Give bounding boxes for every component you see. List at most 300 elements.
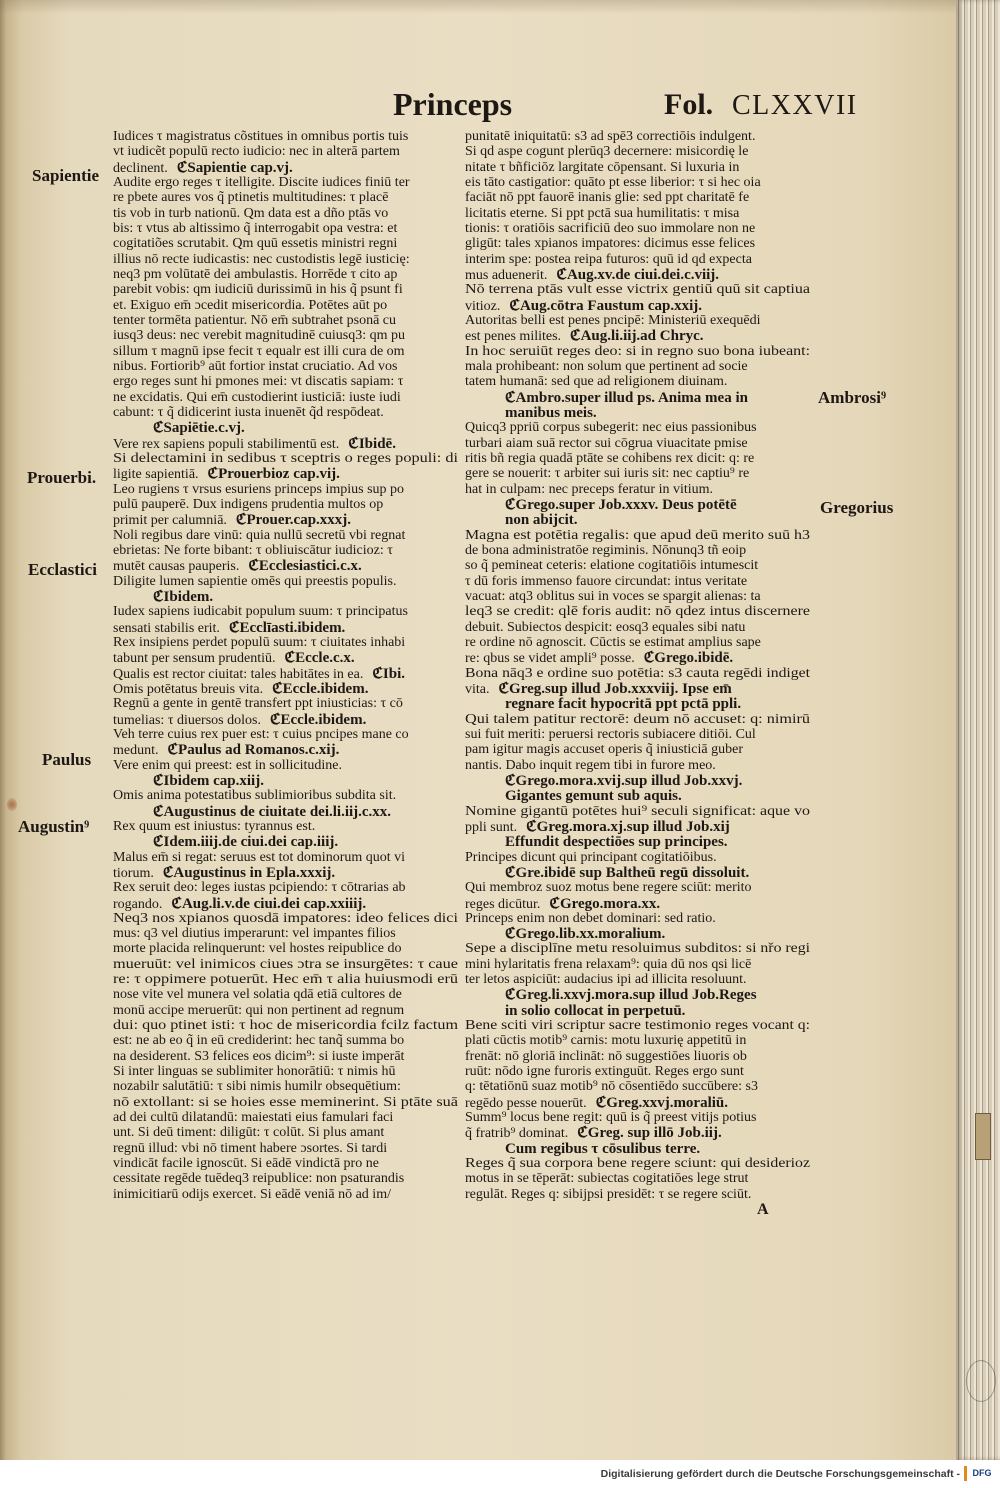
line-content (113, 374, 403, 390)
line-content (465, 1079, 758, 1095)
line-content (465, 420, 757, 436)
rubric-citation: Gigantes gemunt sub aquis. (505, 788, 682, 805)
line-text: In hoc seruiūt reges deo: si in regno suo bona iubeant: (465, 343, 811, 359)
text-line (465, 344, 810, 360)
line-text: cessitate regēde tuēdeq3 reipublice: non psaturandis (113, 1171, 405, 1187)
text-line (465, 1110, 810, 1126)
line-text: ppli sunt. (465, 819, 518, 835)
text-line (113, 328, 458, 344)
text-line (113, 1018, 458, 1034)
text-line (465, 850, 810, 866)
line-content (113, 758, 342, 774)
page-edge-tab (975, 1113, 991, 1160)
line-text: re ordine nō agnoscit. Cūctis se estimat amplius sape (465, 634, 761, 650)
line-content (113, 482, 404, 498)
line-text: Autoritas belli est penes pncipē: Ministeriū exequēdi (465, 312, 761, 328)
line-text: Bona nāq3 e ordine suo potētia: s3 cauta regēdi indiget (465, 665, 810, 681)
line-text: turbari aiam suā rector sui cōgrua viuacitate pmise (465, 435, 748, 451)
text-line (465, 758, 810, 774)
line-content (465, 604, 810, 620)
rubric-heading-line (465, 987, 810, 1003)
line-text: Audite ergo reges τ itelligite. Discite iudices finiū ter (113, 174, 410, 190)
line-text: est penes milites. (465, 329, 562, 345)
line-text: morte placida relinquerunt: vel hostes reipublice do (113, 941, 402, 957)
text-line (465, 221, 810, 237)
line-text: Iudex sapiens iudicabit populum suum: τ principatus (113, 604, 408, 620)
line-text: gligūt: tales xpianos impatores: dicimus esse felices (465, 236, 756, 252)
text-line (465, 190, 810, 206)
text-line (465, 727, 810, 743)
line-text: illius nō recte iudicastis: nec custodistis legē iusticię: (113, 251, 410, 267)
line-content (465, 620, 745, 636)
line-content (465, 528, 810, 544)
rubric-heading-line (113, 804, 458, 820)
text-line (465, 359, 810, 375)
binding-ring (966, 1360, 996, 1402)
line-content (465, 850, 717, 866)
running-title: Princeps (393, 86, 513, 122)
line-content (465, 1049, 747, 1065)
rubric-citation: ℭGreg.mora.xj.sup illud Job.xij (526, 818, 730, 835)
margin-note-augustinus: Augustin⁹ (18, 817, 90, 836)
text-line (465, 267, 810, 283)
margin-note-prouerbi: Prouerbi. (27, 468, 97, 487)
rubric-heading-line (465, 390, 810, 406)
line-text: cogitatiões scrutabit. Qm quū essetis ministri regni (113, 236, 398, 252)
line-text: debuit. Subiectos despicit: eosq3 equales sibi natu (465, 619, 746, 635)
rubric-citation: ℭSapiētie.c.vj. (153, 420, 245, 437)
line-content (465, 451, 754, 467)
line-text: parebit vobis: qm iudiciū durissimū in his q̃ psunt fi (113, 282, 403, 298)
margin-note-sapientie: Sapientie (32, 166, 100, 185)
line-text: Summ⁹ locus bene regit: quū is q̃ preest vitijs potius (465, 1110, 757, 1126)
line-text: iusq3 deus: nec verebit magnitudinē cuiusq3: qm pu (113, 328, 406, 344)
line-content (465, 574, 747, 590)
line-content (113, 252, 410, 268)
line-text: vacuat: atq3 oblitus sui in voces se spargit alienas: ta (465, 588, 761, 604)
text-line (113, 712, 458, 728)
rubric-citation: Effundit despectiōes sup principes. (505, 834, 728, 851)
line-content (465, 712, 810, 728)
line-text: Vere rex sapiens populi stabilimentū est. (113, 436, 340, 452)
rubric-citation: ℭGre.ibidē sup Baltheū regū dissoluit. (505, 864, 750, 881)
text-line (113, 1171, 458, 1187)
line-text: ligite sapientiā. (113, 467, 199, 483)
text-line (113, 528, 458, 544)
margin-note-ecclastici: Ecclastici (28, 560, 97, 579)
line-text: vita. (465, 681, 490, 697)
rubric-heading-line (465, 865, 810, 881)
rubric-heading-line (465, 834, 810, 850)
text-line (113, 1049, 458, 1065)
line-content (113, 405, 384, 421)
text-line (113, 1125, 458, 1141)
line-text: Diligite lumen sapientie omēs qui preestis populis. (113, 573, 397, 589)
line-text: leq3 se credit: qlē foris audit: nō qdez intus discernere (465, 604, 810, 620)
text-line (113, 206, 458, 222)
text-line (113, 497, 458, 513)
line-text: Rex seruit deo: leges iustas pcipiendo: τ cōtrarias ab (113, 880, 406, 896)
text-line (113, 543, 458, 559)
rubric-citation: ℭProuerbioz cap.vij. (207, 466, 340, 483)
line-content (113, 574, 396, 590)
text-line (113, 1003, 458, 1019)
rubric-citation: ℭIdem.iiij.de ciui.dei cap.iiij. (153, 834, 339, 851)
rubric-citation: non abijcit. (505, 512, 578, 529)
line-content (465, 190, 749, 206)
line-text: regēdo pesse nouerūt. (465, 1095, 587, 1111)
folio-number: CLXXVII (732, 90, 858, 121)
rubric-citation: ℭAug.xv.de ciui.dei.c.viij. (556, 266, 720, 283)
line-content (113, 1095, 458, 1111)
rubric-citation: ℭGreg.sup illud Job.xxxviij. Ipse em̄ (498, 680, 732, 697)
text-line (465, 313, 810, 329)
text-line (113, 650, 458, 666)
line-text: bis: τ vtus ab altissimo q̃ interrogabit opa vestra: et (113, 220, 398, 236)
line-content (113, 206, 388, 222)
text-line (465, 635, 810, 651)
rubric-heading-line (465, 788, 810, 804)
text-line (465, 528, 810, 544)
line-text: Qui membroz suoz motus bene regere sciūt: merito (465, 880, 752, 896)
text-line (113, 236, 458, 252)
line-text: nibus. Fortiorib⁹ aūt fortior instat cruciatio. Ad vos (113, 358, 398, 374)
text-line (113, 160, 458, 176)
line-text: plati cūctis motib⁹ carnis: motu luxurię appetitū in (465, 1033, 747, 1049)
line-text: tis vob in turb nationū. Qm data est a dño ptās vo (113, 205, 389, 221)
line-text: Neq3 nos xpianos quosdā impatores: ideo felices dici (113, 910, 459, 926)
line-content (465, 129, 755, 145)
text-line (113, 972, 458, 988)
text-line (113, 190, 458, 206)
text-line (113, 451, 458, 467)
rubric-citation: ℭAug.li.v.de ciui.dei cap.xxiiij. (171, 895, 367, 912)
line-text: Si qd aspe cogunt plerūq3 decernere: misicordię le (465, 144, 749, 160)
line-text: Vere enim qui preest: est in sollicitudine. (113, 757, 343, 773)
text-line (465, 129, 810, 145)
line-text: sillum τ magnū ipse fecit τ equalr est illi cura de om (113, 343, 405, 359)
text-line (465, 620, 810, 636)
line-text: vitioz. (465, 298, 501, 314)
line-content (465, 635, 761, 651)
text-line (113, 390, 458, 406)
line-text: et. Exiguo em̄ ɔcedit misericordia. Potētes aūt po (113, 297, 388, 313)
line-content (465, 957, 751, 973)
line-text: vt iudicẽt populū recto iudicio: nec in alterā partem (113, 144, 400, 160)
text-line (465, 681, 810, 697)
line-content (465, 221, 755, 237)
line-content (465, 466, 749, 482)
rubric-heading-line (465, 696, 810, 712)
line-content (113, 819, 315, 835)
text-line (465, 236, 810, 252)
line-content (113, 1064, 396, 1080)
line-text: Qui talem patitur rectorē: deum nō accuset: q: nimirū (465, 711, 810, 727)
line-text: Rex insipiens perdet populū suum: τ ciuitates inhabi (113, 634, 406, 650)
line-content (113, 727, 409, 743)
right-text-column (465, 129, 810, 1221)
text-line (113, 1079, 458, 1095)
line-content (465, 359, 748, 375)
line-text: neq3 pm volūtatē dei ambulastis. Horrēde τ cito ap (113, 266, 398, 282)
line-text: tiorum. (113, 865, 154, 881)
rubric-citation: ℭGreg.li.xxvj.mora.sup illud Job.Reges (505, 987, 757, 1004)
line-text: ebrietas: Ne forte bibant: τ obliuiscātur iudicioz: τ (113, 542, 393, 558)
text-line (465, 451, 810, 467)
line-content (113, 344, 405, 360)
text-line (465, 742, 810, 758)
line-text: nose vite vel munera vel solatia qdā etiā cultores de (113, 987, 402, 1003)
line-text: inimicitiarū odijs exercet. Si eādē veniā nō ad im/ (113, 1186, 391, 1202)
line-content (465, 941, 810, 957)
line-content (113, 221, 397, 237)
paper-stain (7, 798, 17, 811)
line-text: medunt. (113, 743, 159, 759)
rubric-heading-line (465, 1003, 810, 1019)
page-top-shadow (0, 0, 1000, 14)
line-text: reges dicūtur. (465, 896, 541, 912)
line-content (465, 236, 755, 252)
text-line (465, 1079, 810, 1095)
text-line (465, 880, 810, 896)
text-line (113, 221, 458, 237)
line-text: interim spe: postea reipa futuros: quū id qd expecta (465, 251, 752, 267)
line-content (465, 144, 748, 160)
rubric-citation: ℭIbi. (372, 665, 406, 682)
text-line (465, 374, 810, 390)
line-content (113, 696, 403, 712)
line-text: mueruūt: vel inimicos ciues ɔtra se insurgētes: τ caue (113, 956, 459, 972)
line-text: Noli regibus dare vinū: quia nullū secretū vbi regnat (113, 527, 406, 543)
rubric-heading-line (465, 926, 810, 942)
line-content (465, 1110, 756, 1126)
text-line (113, 681, 458, 697)
line-text: pulū pauperē. Dux indigens prudentia multos op (113, 496, 384, 512)
text-line (113, 374, 458, 390)
rubric-citation: ℭGrego.mora.xvij.sup illud Job.xxvj. (505, 772, 743, 789)
text-line (465, 1125, 810, 1141)
line-content (113, 175, 410, 191)
text-line (465, 1171, 810, 1187)
rubric-citation: ℭGrego.lib.xx.moralium. (505, 926, 666, 943)
text-line (113, 313, 458, 329)
line-content (113, 1171, 404, 1187)
text-line (465, 558, 810, 574)
line-content (465, 175, 761, 191)
text-line (113, 574, 458, 590)
left-text-column (113, 129, 458, 1221)
line-text: Sepe a disciplīne metu resoluimus subditos: si nřo regi (465, 941, 811, 957)
text-line (465, 1049, 810, 1065)
line-text: tionis: τ oratiōis sacrificiū deo suo immolare non ne (465, 220, 756, 236)
rubric-heading-line (113, 420, 458, 436)
line-content (465, 282, 810, 298)
rubric-citation: ℭAugustinus in Epla.xxxij. (162, 864, 336, 881)
line-text: re: τ oppimere potuerūt. Hec em̄ τ alia huiusmodi erū (113, 972, 459, 988)
line-content (465, 972, 746, 988)
text-line (113, 727, 458, 743)
line-content (465, 758, 716, 774)
line-text: re pbete aures vos q̃ ptinetis multitudines: τ placē (113, 190, 389, 206)
text-line (465, 896, 810, 912)
line-text: Nō terrena ptās vult esse victrix gentiū quū sit captiua (465, 282, 811, 298)
line-text: re: qbus se videt ampli⁹ posse. (465, 651, 635, 667)
line-content (113, 941, 401, 957)
line-text: mini hylaritatis frena relaxam⁹: quia dū nos qsi licē (465, 956, 752, 972)
line-content (465, 160, 739, 176)
rubric-citation: ℭProuer.cap.xxxj. (235, 512, 352, 529)
text-line (465, 911, 810, 927)
line-content (113, 788, 396, 804)
rubric-citation: ℭAugustinus de ciuitate dei.li.iij.c.xx. (153, 803, 392, 820)
text-line (465, 160, 810, 176)
line-content (113, 1187, 391, 1203)
text-line (113, 144, 458, 160)
text-line (465, 941, 810, 957)
line-text: nantis. Dabo inquit regem tibi in furore meo. (465, 757, 716, 773)
line-text: ter letos aspiciūt: audacius ipi ad illicita resoluunt. (465, 972, 747, 988)
stacked-page-edges (956, 0, 1000, 1460)
line-text: mus: q3 vel diutius imperarunt: vel impantes filios (113, 926, 396, 942)
line-text: nitate τ bñficiōz largitate cōpensant. Si luxuria in (465, 159, 740, 175)
line-content (113, 144, 400, 160)
text-line (113, 129, 458, 145)
line-text: Regnū a gente in gentē transfert ppt iniusticias: τ cō (113, 696, 403, 712)
line-content (113, 267, 397, 283)
text-line (113, 926, 458, 942)
line-text: regulāt. Reges q: sibijpsi presidēt: τ se regere sciūt. (465, 1186, 752, 1202)
rubric-citation: ℭEcclesiastici.c.x. (248, 558, 362, 575)
line-content (113, 129, 408, 145)
text-line (465, 328, 810, 344)
line-content (465, 206, 739, 222)
line-content (465, 1156, 810, 1172)
line-text: Si delectamini in sedibus τ sceptris o reges populi: di (113, 450, 459, 466)
margin-note-ambrosius: Ambrosi⁹ (818, 388, 887, 407)
line-content (113, 1156, 379, 1172)
line-content (113, 1018, 458, 1034)
line-content (113, 911, 458, 927)
text-line (465, 482, 810, 498)
text-line (465, 298, 810, 314)
line-text: Principes dicunt qui principant cogitatiōibus. (465, 849, 717, 865)
digitization-credit: Digitalisierung gefördert durch die Deutsche Forschungsgemeinschaft - (600, 1468, 960, 1480)
line-text: ruūt: nōdo igne furoris extinguūt. Reges ergo sunt (465, 1064, 744, 1080)
signature-mark: A (757, 1201, 769, 1218)
line-text: Quicq3 ppriū corpus subegerit: nec eius passionibus (465, 420, 757, 436)
text-line (465, 604, 810, 620)
line-text: vindicāt facile ignoscūt. Si eādē vindictā pro ne (113, 1156, 379, 1172)
text-line (113, 788, 458, 804)
rubric-citation: ℭGreg. sup illō Job.iij. (577, 1125, 722, 1142)
rubric-citation: ℭEcclīasti.ibidem. (228, 619, 346, 636)
line-text: Leo rugiens τ vrsus esuriens princeps impius sup po (113, 481, 405, 497)
line-text: ritis bñ regia quadā ptāte se cohibens rex dicit: q: re (465, 450, 755, 466)
text-line (465, 957, 810, 973)
text-line (465, 1156, 810, 1172)
line-content (113, 1049, 404, 1065)
line-content (113, 497, 383, 513)
text-line (465, 972, 810, 988)
text-line (465, 1033, 810, 1049)
text-line (113, 896, 458, 912)
line-text: tenter tormēta patientur. Nō em̄ subtrahet psonā cu (113, 312, 397, 328)
line-text: est: ne ab eo q̃ in eū crediderint: hec tanq̃ summa bo (113, 1033, 405, 1049)
line-content (113, 528, 405, 544)
line-text: q̃ fratrib⁹ dominat. (465, 1126, 569, 1142)
text-line (113, 604, 458, 620)
text-line (113, 635, 458, 651)
rubric-citation: regnare facit hypocritā ppt pctā ppli. (505, 696, 742, 713)
line-text: q: tētatiōnū suaz motib⁹ nō cōsentiēdo succūbere: s3 (465, 1079, 758, 1095)
rubric-citation: in solio collocat in perpetuū. (505, 1002, 686, 1019)
line-content (113, 451, 458, 467)
line-text: τ dū foris immenso fauore circundat: intus veritate (465, 573, 748, 589)
rubric-heading-line (113, 589, 458, 605)
rubric-heading-line (113, 834, 458, 850)
rubric-citation: ℭGrego.ibidē. (643, 650, 734, 667)
line-content (113, 313, 396, 329)
line-content (113, 236, 397, 252)
text-line (465, 666, 810, 682)
text-line (113, 758, 458, 774)
text-line (113, 1156, 458, 1172)
text-line (465, 466, 810, 482)
line-content (113, 390, 401, 406)
line-content (465, 543, 746, 559)
line-content (465, 344, 810, 360)
line-content (465, 880, 752, 896)
line-text: ergo reges sunt hi pmones mei: vt discatis sapiam: τ (113, 374, 404, 390)
line-content (465, 589, 761, 605)
line-text: primit per calumniā. (113, 513, 227, 529)
rubric-heading-line (465, 405, 810, 421)
text-line (113, 558, 458, 574)
line-text: Reges q̃ sua corpora bene regere sciunt: qui desiderioz (465, 1156, 811, 1172)
text-line (113, 1033, 458, 1049)
text-line (113, 1187, 458, 1203)
rubric-citation: ℭIbidem cap.xiij. (153, 772, 264, 789)
line-content (465, 1187, 751, 1203)
line-text: Omis anima potestatibus sublimioribus subdita sit. (113, 788, 397, 804)
line-content (465, 252, 752, 268)
text-line (113, 405, 458, 421)
line-text: Princeps enim non debet dominari: sed ratio. (465, 910, 716, 926)
text-line (113, 267, 458, 283)
rubric-citation: ℭGrego.super Job.xxxv. Deus potētē (505, 496, 737, 513)
text-line (113, 865, 458, 881)
line-text: licitatis eterne. Si ppt pctā sua humilitatis: τ misa (465, 205, 740, 221)
text-line (465, 819, 810, 835)
line-content (113, 359, 397, 375)
rubric-citation: ℭAug.cōtra Faustum cap.xxij. (509, 297, 703, 314)
rubric-citation: ℭEccle.ibidem. (272, 680, 369, 697)
line-content (113, 926, 396, 942)
line-content (113, 190, 388, 206)
text-line (465, 175, 810, 191)
line-content (113, 1141, 387, 1157)
text-line (465, 252, 810, 268)
line-content (465, 558, 758, 574)
rubric-citation: ℭPaulus ad Romanos.c.xij. (167, 742, 340, 759)
line-content (113, 1033, 404, 1049)
rubric-heading-line (465, 773, 810, 789)
line-text: Iudices τ magistratus cõstitues in omnibus portis tuis (113, 129, 409, 144)
line-text: Si inter linguas se sublimiter honorātiū: τ nimis hū (113, 1064, 396, 1080)
text-line (113, 252, 458, 268)
text-line (113, 987, 458, 1003)
margin-note-gregorius: Gregorius (820, 498, 894, 517)
